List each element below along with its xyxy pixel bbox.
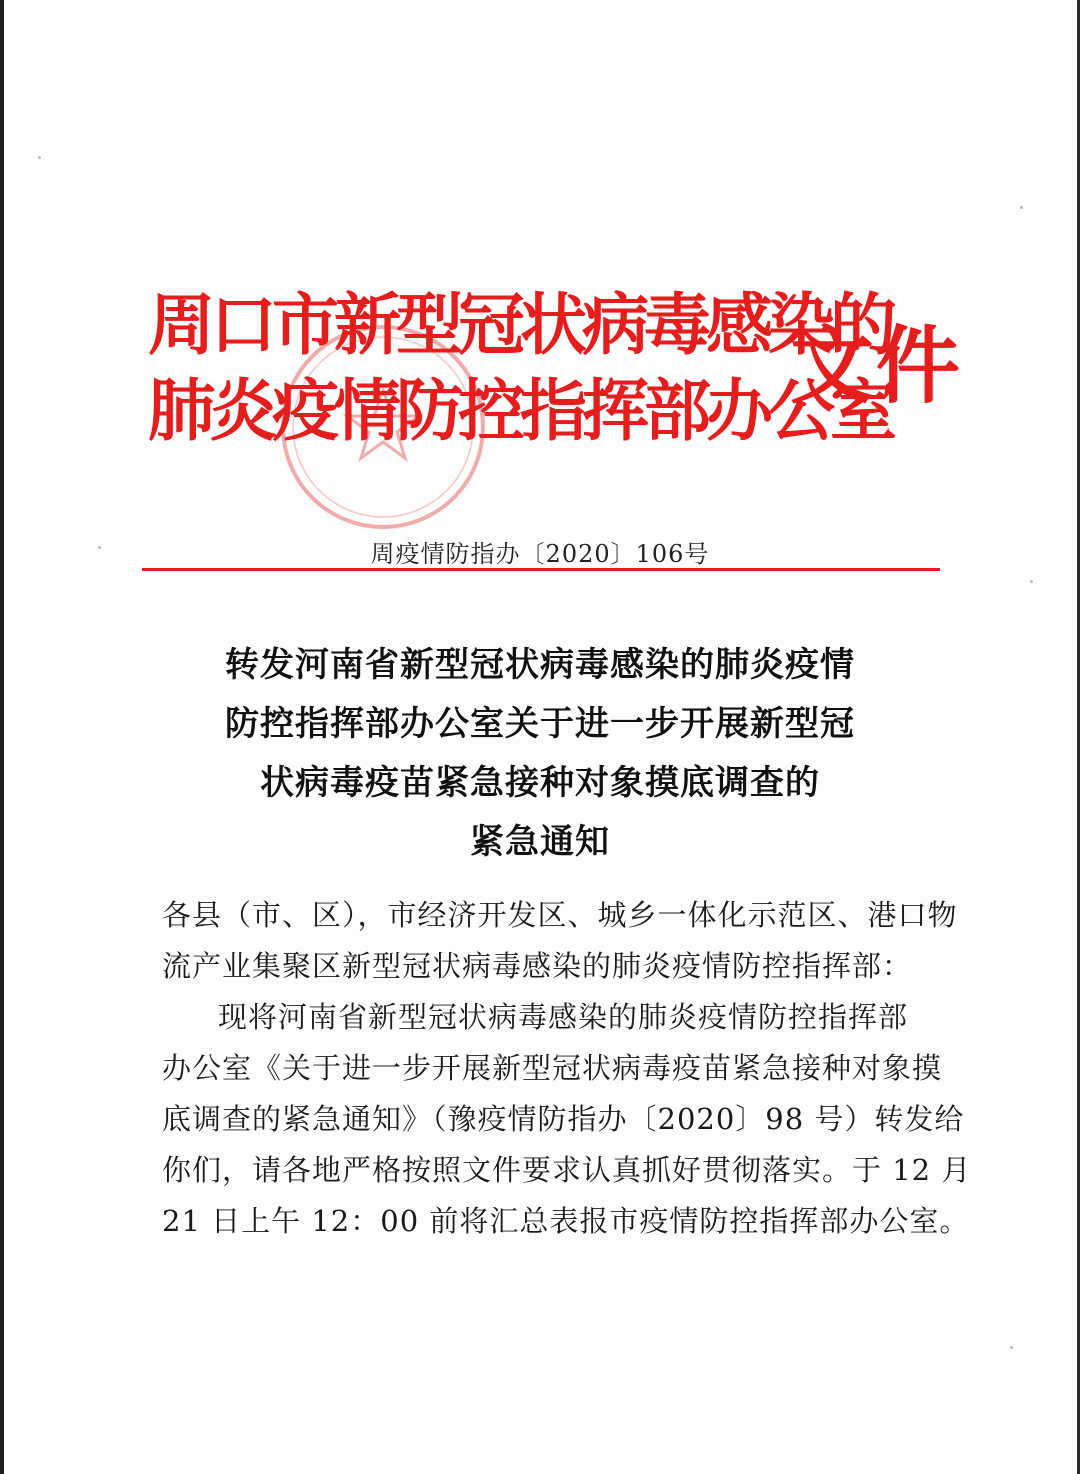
body-paragraph-line-5: 21 日上午 12：00 前将汇总表报市疫情防控指挥部办公室。 <box>162 1204 970 1238</box>
title-line-2: 防控指挥部办公室关于进一步开展新型冠 <box>225 704 855 744</box>
addressee-line-1: 各县（市、区），市经济开发区、城乡一体化示范区、港口物 <box>162 898 958 932</box>
scan-speck <box>1030 580 1033 583</box>
issuer-name-line-2: 肺炎疫情防控指挥部办公室 <box>148 371 892 450</box>
document-type-label: 文件 <box>790 316 963 415</box>
body-paragraph-line-3: 底调查的紧急通知》（豫疫情防指办〔2020〕98 号）转发给 <box>162 1102 965 1136</box>
scan-speck <box>1020 206 1023 209</box>
scan-speck <box>98 546 101 549</box>
document-title <box>140 636 940 872</box>
body-paragraph-line-2: 办公室《关于进一步开展新型冠状病毒疫苗紧急接种对象摸 <box>162 1051 943 1085</box>
title-line-3: 状病毒疫苗紧急接种对象摸底调查的 <box>260 763 820 803</box>
title-line-1: 转发河南省新型冠状病毒感染的肺炎疫情 <box>225 645 855 685</box>
title-line-4: 紧急通知 <box>470 822 610 862</box>
document-number: 周疫情防指办〔2020〕106号 <box>370 540 710 568</box>
document-body <box>162 890 972 1247</box>
red-header-divider <box>142 568 940 571</box>
body-paragraph-line-1: 现将河南省新型冠状病毒感染的肺炎疫情防控指挥部 <box>218 1000 909 1034</box>
scan-speck <box>38 156 41 159</box>
issuer-name-line-1: 周口市新型冠状病毒感染的 <box>148 285 892 364</box>
addressee-line-2: 流产业集聚区新型冠状病毒感染的肺炎疫情防控指挥部： <box>162 949 913 983</box>
scan-speck <box>1010 1346 1013 1349</box>
body-paragraph-line-4: 你们，请各地严格按照文件要求认真抓好贯彻落实。于 12 月 <box>162 1153 972 1187</box>
